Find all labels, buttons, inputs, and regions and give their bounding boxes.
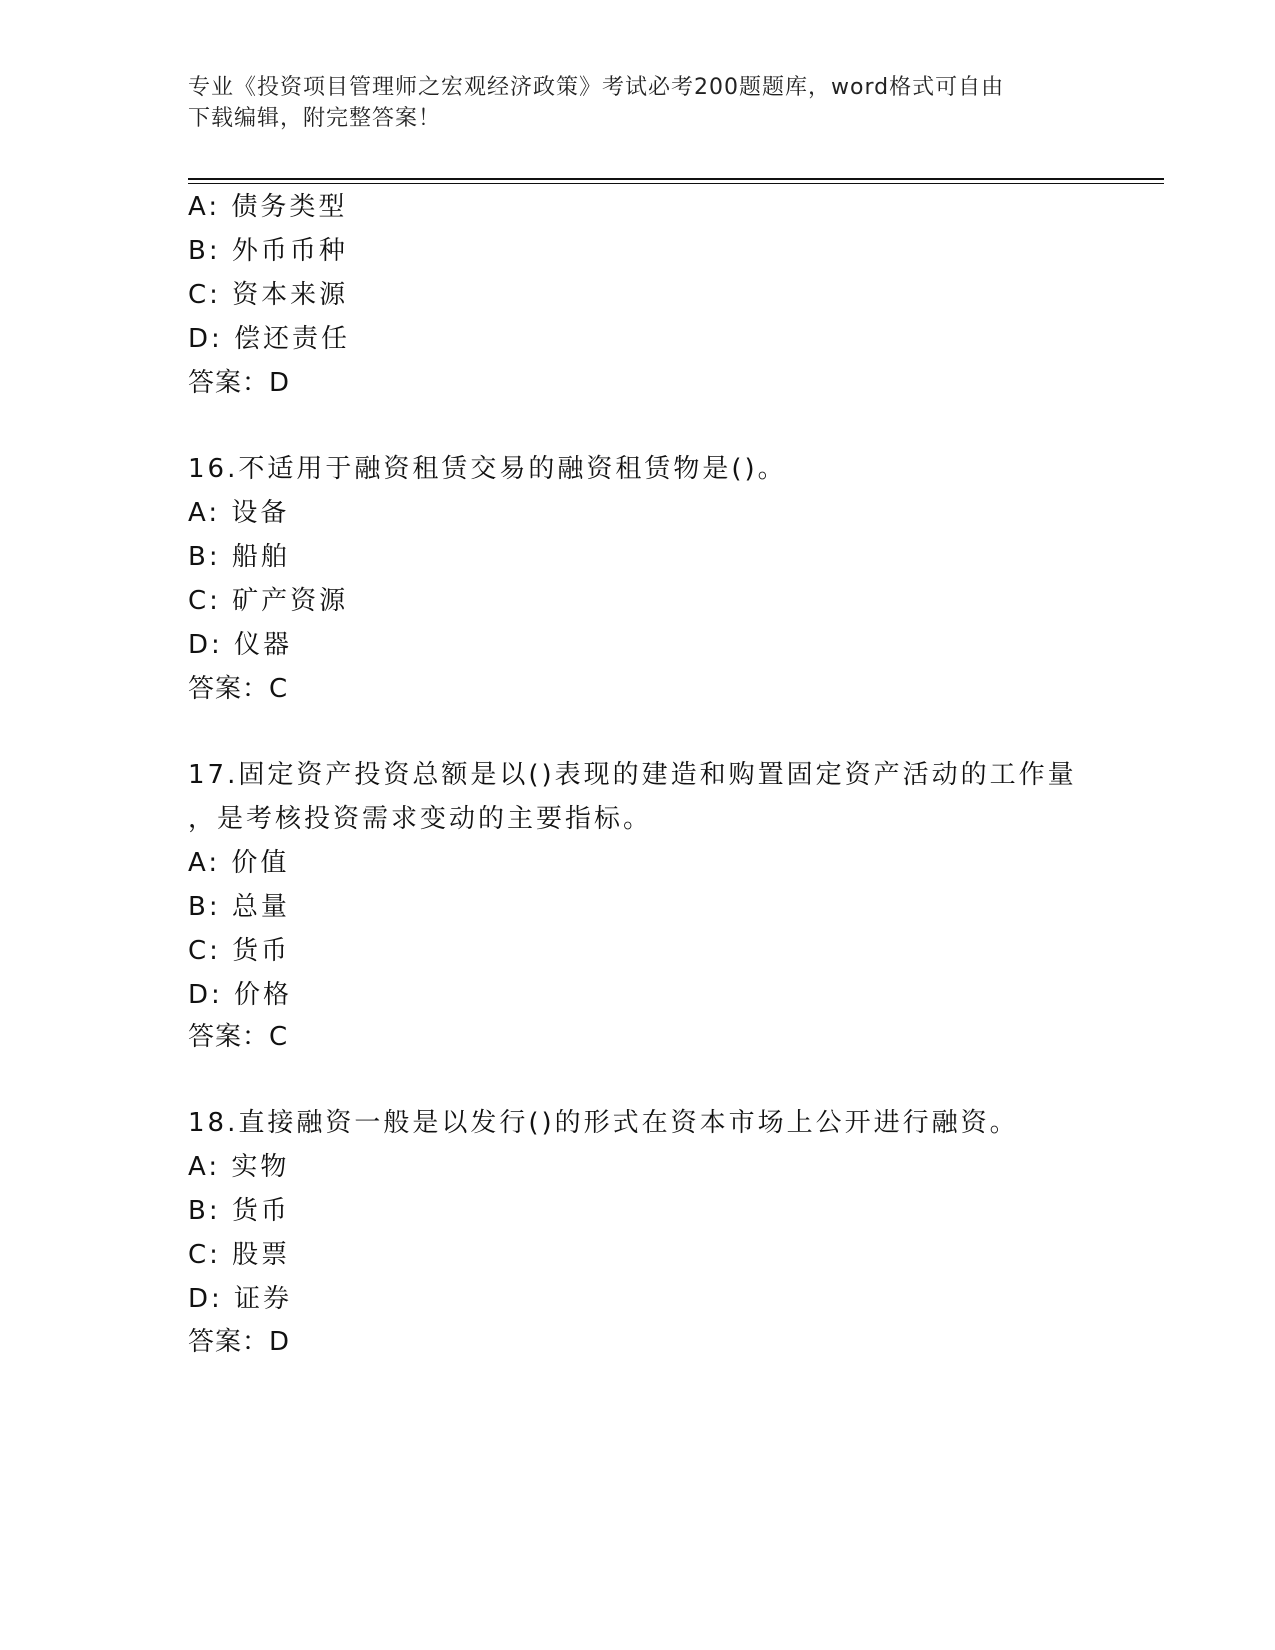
option-b: B: 外币币种 [188, 236, 348, 266]
question-17-text-continued: ，是考核投资需求变动的主要指标。 [188, 804, 653, 834]
option-b: B: 货币 [188, 1196, 290, 1226]
option-c: C: 货币 [188, 936, 291, 966]
option-c: C: 股票 [188, 1240, 291, 1270]
document-header [188, 72, 1068, 134]
option-d: D: 偿还责任 [188, 324, 351, 354]
header-line-1: 专业《投资项目管理师之宏观经济政策》考试必考200题题库，word格式可自由 [188, 75, 1005, 100]
answer: 答案：C [188, 1022, 289, 1052]
question-17-text: 17.固定资产投资总额是以()表现的建造和购置固定资产活动的工作量 [188, 760, 1077, 790]
option-a: A: 设备 [188, 498, 290, 528]
answer: 答案：D [188, 368, 291, 398]
question-18-text: 18.直接融资一般是以发行()的形式在资本市场上公开进行融资。 [188, 1108, 1019, 1138]
option-c: C: 资本来源 [188, 280, 349, 310]
option-b: B: 船舶 [188, 542, 290, 572]
option-b: B: 总量 [188, 892, 290, 922]
header-line-2: 下载编辑，附完整答案！ [188, 106, 442, 131]
header-divider-thick [188, 178, 1164, 180]
option-a: A: 债务类型 [188, 192, 348, 222]
header-divider-thin [188, 183, 1164, 184]
option-d: D: 仪器 [188, 630, 293, 660]
answer: 答案：D [188, 1327, 291, 1357]
option-d: D: 价格 [188, 980, 293, 1010]
option-d: D: 证券 [188, 1284, 293, 1314]
answer: 答案：C [188, 674, 289, 704]
option-a: A: 实物 [188, 1152, 290, 1182]
question-16-text: 16.不适用于融资租赁交易的融资租赁物是()。 [188, 454, 787, 484]
option-a: A: 价值 [188, 848, 290, 878]
option-c: C: 矿产资源 [188, 586, 349, 616]
